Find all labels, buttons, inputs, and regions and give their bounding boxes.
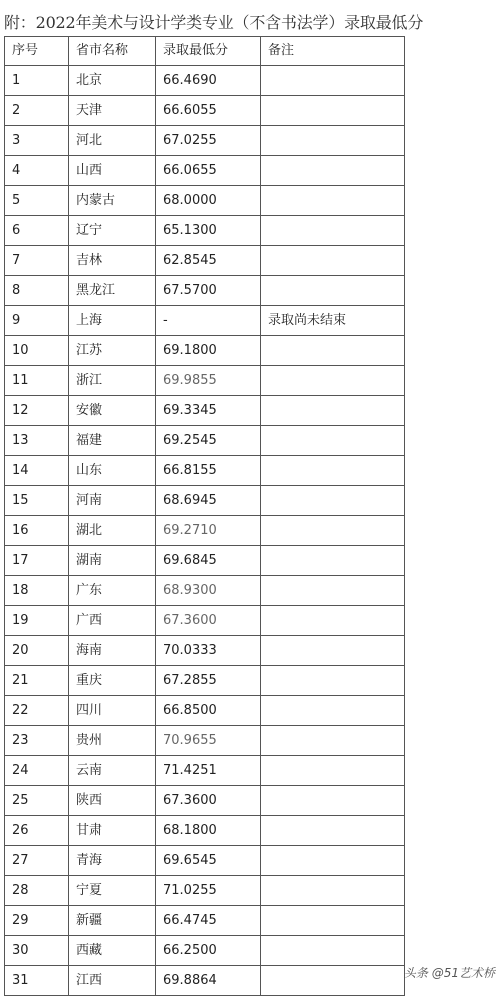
province-cell: 贵州 xyxy=(69,726,156,756)
row-number: 31 xyxy=(5,966,69,996)
table-row xyxy=(5,816,405,846)
score-cell: 67.3600 xyxy=(156,786,261,816)
row-number: 28 xyxy=(5,876,69,906)
province-cell: 江西 xyxy=(69,966,156,996)
score-cell: 66.0655 xyxy=(156,156,261,186)
table-row xyxy=(5,756,405,786)
row-number: 15 xyxy=(5,486,69,516)
score-cell: 67.0255 xyxy=(156,126,261,156)
province-cell: 湖南 xyxy=(69,546,156,576)
note-cell xyxy=(261,276,405,306)
score-cell: 67.3600 xyxy=(156,606,261,636)
row-number: 25 xyxy=(5,786,69,816)
note-cell xyxy=(261,816,405,846)
province-cell: 山西 xyxy=(69,156,156,186)
watermark: 头条 @51艺术桥 xyxy=(403,966,495,980)
score-cell: 69.2545 xyxy=(156,426,261,456)
table-body xyxy=(5,66,405,996)
table-row xyxy=(5,66,405,96)
note-cell xyxy=(261,246,405,276)
score-cell: 69.8864 xyxy=(156,966,261,996)
table-row xyxy=(5,726,405,756)
note-cell xyxy=(261,846,405,876)
score-cell: 70.0333 xyxy=(156,636,261,666)
score-cell: 66.4745 xyxy=(156,906,261,936)
row-number: 24 xyxy=(5,756,69,786)
row-number: 14 xyxy=(5,456,69,486)
score-cell: 67.5700 xyxy=(156,276,261,306)
province-cell: 安徽 xyxy=(69,396,156,426)
note-cell xyxy=(261,516,405,546)
score-cell: 69.1800 xyxy=(156,336,261,366)
note-cell xyxy=(261,156,405,186)
province-cell: 福建 xyxy=(69,426,156,456)
province-cell: 四川 xyxy=(69,696,156,726)
table-header-row xyxy=(5,37,405,66)
note-cell xyxy=(261,186,405,216)
table-row xyxy=(5,606,405,636)
score-cell: 68.1800 xyxy=(156,816,261,846)
note-cell xyxy=(261,876,405,906)
table-row xyxy=(5,396,405,426)
score-cell: 68.0000 xyxy=(156,186,261,216)
province-cell: 重庆 xyxy=(69,666,156,696)
row-number: 11 xyxy=(5,366,69,396)
row-number: 2 xyxy=(5,96,69,126)
row-number: 23 xyxy=(5,726,69,756)
score-cell: 66.2500 xyxy=(156,936,261,966)
table-row xyxy=(5,876,405,906)
row-number: 20 xyxy=(5,636,69,666)
province-cell: 宁夏 xyxy=(69,876,156,906)
score-cell: 66.6055 xyxy=(156,96,261,126)
score-cell: 70.9655 xyxy=(156,726,261,756)
row-number: 29 xyxy=(5,906,69,936)
score-table xyxy=(4,36,405,996)
score-cell: 66.4690 xyxy=(156,66,261,96)
header-no: 序号 xyxy=(5,37,69,66)
province-cell: 黑龙江 xyxy=(69,276,156,306)
province-cell: 上海 xyxy=(69,306,156,336)
province-cell: 河北 xyxy=(69,126,156,156)
score-cell: 68.9300 xyxy=(156,576,261,606)
province-cell: 青海 xyxy=(69,846,156,876)
note-cell xyxy=(261,216,405,246)
table-row xyxy=(5,936,405,966)
table-row xyxy=(5,306,405,336)
table-row xyxy=(5,516,405,546)
row-number: 7 xyxy=(5,246,69,276)
table-row xyxy=(5,486,405,516)
table-row xyxy=(5,846,405,876)
province-cell: 陕西 xyxy=(69,786,156,816)
note-cell xyxy=(261,786,405,816)
score-cell: 69.9855 xyxy=(156,366,261,396)
page-title: 附：2022年美术与设计学类专业（不含书法学）录取最低分 xyxy=(4,13,424,32)
table-row xyxy=(5,96,405,126)
table-row xyxy=(5,276,405,306)
row-number: 3 xyxy=(5,126,69,156)
row-number: 19 xyxy=(5,606,69,636)
header-note: 备注 xyxy=(261,37,405,66)
score-cell: 62.8545 xyxy=(156,246,261,276)
province-cell: 广西 xyxy=(69,606,156,636)
table-row xyxy=(5,156,405,186)
province-cell: 天津 xyxy=(69,96,156,126)
note-cell xyxy=(261,606,405,636)
note-cell xyxy=(261,66,405,96)
province-cell: 西藏 xyxy=(69,936,156,966)
note-cell xyxy=(261,456,405,486)
province-cell: 湖北 xyxy=(69,516,156,546)
note-cell xyxy=(261,366,405,396)
score-cell: 68.6945 xyxy=(156,486,261,516)
table-row xyxy=(5,336,405,366)
province-cell: 广东 xyxy=(69,576,156,606)
note-cell xyxy=(261,396,405,426)
row-number: 9 xyxy=(5,306,69,336)
province-cell: 新疆 xyxy=(69,906,156,936)
score-cell: 67.2855 xyxy=(156,666,261,696)
score-cell: 71.0255 xyxy=(156,876,261,906)
row-number: 16 xyxy=(5,516,69,546)
note-cell xyxy=(261,336,405,366)
note-cell xyxy=(261,546,405,576)
table-row xyxy=(5,426,405,456)
row-number: 30 xyxy=(5,936,69,966)
note-cell xyxy=(261,576,405,606)
score-cell: 66.8155 xyxy=(156,456,261,486)
table-row xyxy=(5,906,405,936)
table-row xyxy=(5,666,405,696)
score-cell: 69.6545 xyxy=(156,846,261,876)
row-number: 22 xyxy=(5,696,69,726)
row-number: 10 xyxy=(5,336,69,366)
score-cell: 65.1300 xyxy=(156,216,261,246)
note-cell xyxy=(261,666,405,696)
row-number: 5 xyxy=(5,186,69,216)
table-row xyxy=(5,246,405,276)
row-number: 8 xyxy=(5,276,69,306)
table-row xyxy=(5,636,405,666)
score-cell: 69.3345 xyxy=(156,396,261,426)
note-cell xyxy=(261,426,405,456)
note-cell xyxy=(261,486,405,516)
province-cell: 辽宁 xyxy=(69,216,156,246)
note-cell xyxy=(261,966,405,996)
row-number: 26 xyxy=(5,816,69,846)
table-row xyxy=(5,126,405,156)
note-cell xyxy=(261,126,405,156)
province-cell: 甘肃 xyxy=(69,816,156,846)
note-cell xyxy=(261,756,405,786)
note-cell xyxy=(261,696,405,726)
note-cell xyxy=(261,906,405,936)
province-cell: 北京 xyxy=(69,66,156,96)
table-row xyxy=(5,186,405,216)
score-cell: 69.2710 xyxy=(156,516,261,546)
province-cell: 江苏 xyxy=(69,336,156,366)
note-cell xyxy=(261,636,405,666)
note-cell: 录取尚未结束 xyxy=(261,306,405,336)
province-cell: 吉林 xyxy=(69,246,156,276)
table-row xyxy=(5,966,405,996)
table-row xyxy=(5,456,405,486)
note-cell xyxy=(261,96,405,126)
table-row xyxy=(5,786,405,816)
row-number: 18 xyxy=(5,576,69,606)
note-cell xyxy=(261,726,405,756)
score-cell: 66.8500 xyxy=(156,696,261,726)
province-cell: 内蒙古 xyxy=(69,186,156,216)
table-row xyxy=(5,366,405,396)
table-row xyxy=(5,216,405,246)
note-cell xyxy=(261,936,405,966)
row-number: 27 xyxy=(5,846,69,876)
province-cell: 云南 xyxy=(69,756,156,786)
table-row xyxy=(5,576,405,606)
header-province: 省市名称 xyxy=(69,37,156,66)
row-number: 13 xyxy=(5,426,69,456)
row-number: 1 xyxy=(5,66,69,96)
province-cell: 山东 xyxy=(69,456,156,486)
table-row xyxy=(5,696,405,726)
row-number: 6 xyxy=(5,216,69,246)
row-number: 12 xyxy=(5,396,69,426)
header-score: 录取最低分 xyxy=(156,37,261,66)
table-row xyxy=(5,546,405,576)
score-cell: 71.4251 xyxy=(156,756,261,786)
score-cell: - xyxy=(156,306,261,336)
score-cell: 69.6845 xyxy=(156,546,261,576)
row-number: 17 xyxy=(5,546,69,576)
row-number: 4 xyxy=(5,156,69,186)
province-cell: 浙江 xyxy=(69,366,156,396)
row-number: 21 xyxy=(5,666,69,696)
province-cell: 海南 xyxy=(69,636,156,666)
province-cell: 河南 xyxy=(69,486,156,516)
